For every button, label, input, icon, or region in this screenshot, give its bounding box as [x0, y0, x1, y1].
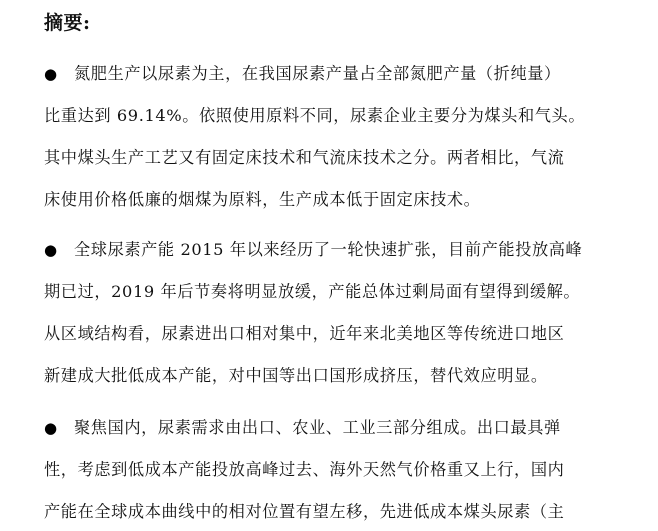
paragraph-line: 性，考虑到低成本产能投放高峰过去、海外天然气价格重又上行，国内: [44, 460, 565, 479]
paragraph-line: 其中煤头生产工艺又有固定床技术和气流床技术之分。两者相比，气流: [44, 148, 565, 167]
paragraph-line: 床使用价格低廉的烟煤为原料，生产成本低于固定床技术。: [44, 190, 481, 209]
paragraph-line: 产能在全球成本曲线中的相对位置有望左移，先进低成本煤头尿素（主: [44, 502, 565, 521]
paragraph-line: 期已过，2019 年后节奏将明显放缓，产能总体过剩局面有望得到缓解。: [44, 282, 581, 301]
paragraph-line: 从区域结构看，尿素进出口相对集中，近年来北美地区等传统进口地区: [44, 324, 565, 343]
bullet-icon: ●: [44, 419, 58, 437]
abstract-heading: 摘要:: [44, 12, 91, 34]
paragraph-line: 比重达到 69.14%。依照使用原料不同，尿素企业主要分为煤头和气头。: [44, 106, 586, 125]
paragraph-line: 新建成大批低成本产能，对中国等出口国形成挤压，替代效应明显。: [44, 366, 548, 385]
paragraph-line: 氮肥生产以尿素为主，在我国尿素产量占全部氮肥产量（折纯量）: [74, 64, 561, 83]
paragraph-line: 聚焦国内，尿素需求由出口、农业、工业三部分组成。出口最具弹: [74, 418, 561, 437]
paragraph-line: 全球尿素产能 2015 年以来经历了一轮快速扩张，目前产能投放高峰: [74, 240, 583, 259]
bullet-icon: ●: [44, 241, 58, 259]
bullet-icon: ●: [44, 65, 58, 83]
